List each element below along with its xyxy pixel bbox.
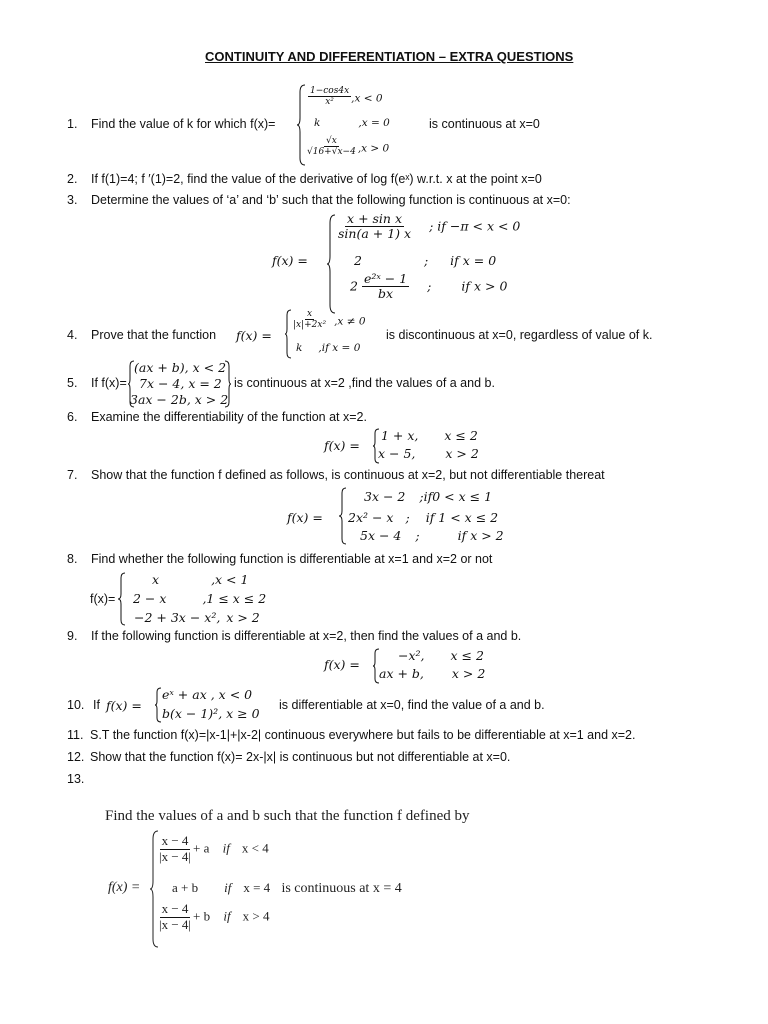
question-tail: is continuous at x=2 ,find the values of a and b. xyxy=(234,376,495,390)
case-2: 2x² − x ; if 1 < x ≤ 2 xyxy=(348,510,499,525)
function-label: f(x) = xyxy=(236,328,272,343)
question-tail: is discontinuous at x=0, regardless of value of k. xyxy=(386,328,653,342)
question-text: S.T the function f(x)=|x-1|+|x-2| continuous everywhere but fails to be differentiable at x=1 and x=2. xyxy=(90,728,636,742)
question-number: 10. xyxy=(67,698,85,712)
case-1: 3x − 2 ;if0 < x ≤ 1 xyxy=(364,489,493,504)
case-2: b(x − 1)², x ≥ 0 xyxy=(162,706,260,721)
case-2: 7x − 4, x = 2 xyxy=(139,376,222,391)
question-number: 3. xyxy=(67,193,78,207)
question-lead: If xyxy=(93,698,100,712)
case-3: $\frac{x - 4}{|x - 4|}$ + b if x > 4 xyxy=(159,901,270,932)
function-label: f(x)= xyxy=(90,592,116,606)
page-title: CONTINUITY AND DIFFERENTIATION – EXTRA QUESTIONS xyxy=(205,49,574,64)
case-1: 1 + x, x ≤ 2 xyxy=(381,428,478,443)
case-3: −2 + 3x − x², x > 2 xyxy=(134,610,260,625)
case-3: 5x − 4 ; if x > 2 xyxy=(360,528,504,543)
question-text: Examine the differentiability of the function at x=2. xyxy=(91,410,367,424)
question-lead: Prove that the function xyxy=(91,328,217,342)
function-label: f(x) = xyxy=(272,253,308,268)
question-number: 8. xyxy=(67,552,78,566)
question-number: 4. xyxy=(67,328,78,342)
case-3: $\frac{√x}{√16+√x-4}$ ,x > 0 xyxy=(307,136,390,158)
left-brace-icon xyxy=(117,572,126,626)
question-tail: is continuous at x=0 xyxy=(429,117,540,131)
case-2: ax + b, x > 2 xyxy=(379,666,486,681)
case-1: (ax + b), x < 2 xyxy=(134,360,227,375)
case-3: 3ax − 2b, x > 2 xyxy=(130,392,229,407)
left-brace-icon xyxy=(154,687,162,723)
question-heading: Find the values of a and b such that the function f defined by xyxy=(105,808,470,824)
case-2: x − 5, x > 2 xyxy=(378,446,479,461)
case-2: k ,x = 0 xyxy=(314,117,390,129)
case-1: eˣ + ax , x < 0 xyxy=(162,687,253,702)
question-number: 7. xyxy=(67,468,78,482)
question-text: If f(1)=4; f ′(1)=2, find the value of the derivative of log f(eˣ) w.r.t. x at the point x=0 xyxy=(91,172,542,186)
function-label: f(x) = xyxy=(324,438,360,453)
case-2: a + b if x = 4 is continuous at x = 4 xyxy=(172,880,402,896)
question-lead: If f(x)= xyxy=(91,376,127,390)
case-2: 2 − x ,1 ≤ x ≤ 2 xyxy=(133,591,267,606)
question-number: 13. xyxy=(67,772,85,786)
function-label: f(x) = xyxy=(324,657,360,672)
question-number: 11. xyxy=(67,728,84,742)
question-text: Show that the function f defined as follows, is continuous at x=2, but not differentiable thereat xyxy=(91,468,605,482)
left-brace-icon xyxy=(326,214,336,314)
question-13-figure xyxy=(100,804,500,954)
question-number: 1. xyxy=(67,117,78,131)
question-text: Determine the values of ‘a’ and ‘b’ such that the following function is continuous at x=0: xyxy=(91,193,571,207)
question-tail: is differentiable at x=0, find the value of a and b. xyxy=(279,698,545,712)
function-label: f(x) = xyxy=(108,880,141,895)
question-text: If the following function is differentiable at x=2, then find the values of a and b. xyxy=(91,629,522,643)
question-lead: Find the value of k for which f(x)= xyxy=(91,117,276,131)
question-text: Find whether the following function is differentiable at x=1 and x=2 or not xyxy=(91,552,493,566)
case-1: −x², x ≤ 2 xyxy=(398,648,484,663)
case-3: 2 $\frac{\text{e²ˣ − 1}}{bx}$ ; if x > 0 xyxy=(350,271,508,302)
question-number: 6. xyxy=(67,410,78,424)
question-number: 2. xyxy=(67,172,78,186)
case-1: $\frac{x}{\text{|x|+2x²}}$ ,x ≠ 0 xyxy=(293,309,366,331)
function-label: f(x) = xyxy=(106,698,142,713)
case-1: $\frac{x - 4}{|x - 4|}$ + a if x < 4 xyxy=(159,833,269,864)
question-text: Show that the function f(x)= 2x-|x| is continuous but not differentiable at x=0. xyxy=(90,750,511,764)
case-1: $\frac{\text{x + sin x}}{\sin(a + 1) x}$ ; if −π < x < 0 xyxy=(338,211,521,242)
case-1: $\frac{1-\cos 4x}{\text{x²}}$ ,x < 0 xyxy=(310,86,383,108)
case-1: x ,x < 1 xyxy=(152,572,249,587)
case-2: k ,if x = 0 xyxy=(296,342,361,354)
right-brace-icon xyxy=(224,360,232,408)
left-brace-icon xyxy=(338,487,347,545)
question-number: 12. xyxy=(67,750,85,764)
question-number: 9. xyxy=(67,629,78,643)
function-label: f(x) = xyxy=(287,510,323,525)
case-2: 2 ; if x = 0 xyxy=(354,253,497,268)
question-number: 5. xyxy=(67,376,78,390)
